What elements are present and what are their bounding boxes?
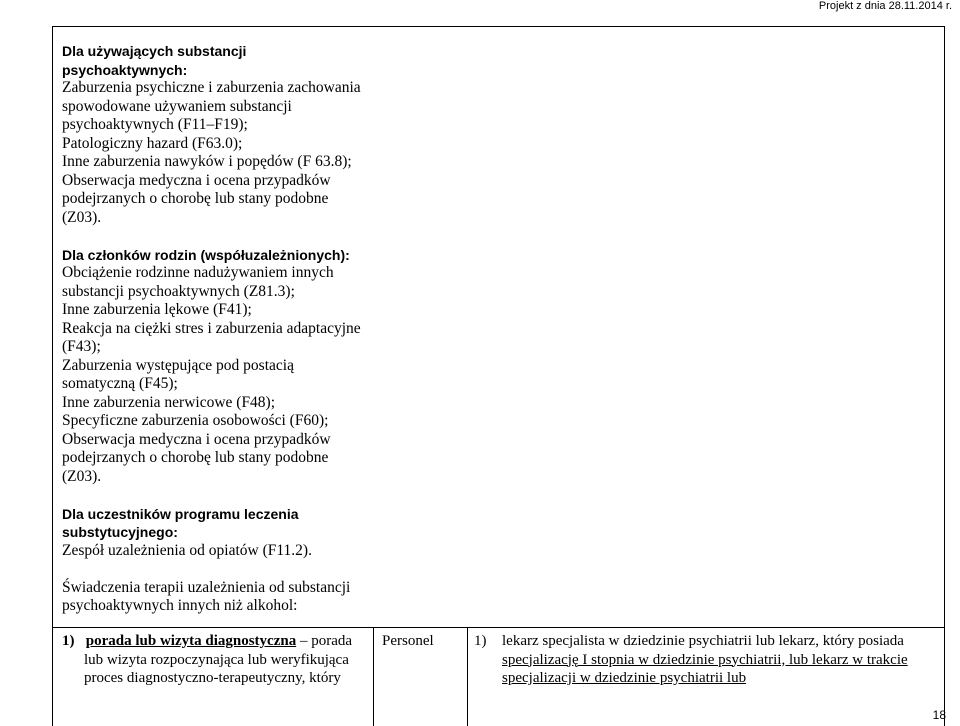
text-line: Obserwacja medyczna i ocena przypadków	[62, 430, 331, 448]
cell-line: lekarz specjalista w dziedzinie psychiatrii lub lekarz, który posiada	[502, 633, 904, 649]
table-cell-requirements	[474, 632, 944, 688]
text-line: Świadczenia terapii uzależnienia od substancji	[62, 578, 351, 596]
text-line: substancji psychoaktywnych (Z81.3);	[62, 282, 295, 300]
text-line: Obserwacja medyczna i ocena przypadków	[62, 171, 331, 189]
text-line: psychoaktywnych (F11–F19);	[62, 116, 248, 133]
left-column	[62, 42, 380, 616]
text-line: Inne zaburzenia lękowe (F41);	[62, 301, 252, 318]
text-line: psychoaktywnych innych niż alkohol:	[62, 597, 298, 614]
text-line: Specyficzne zaburzenia osobowości (F60);	[62, 412, 329, 429]
text-line: somatyczną (F45);	[62, 375, 178, 392]
cell-line: specjalizację I stopnia w dziedzinie psychiatrii, lub lekarz w trakcie	[502, 651, 908, 668]
item-number: 1)	[62, 633, 75, 649]
text-line: Zespół uzależnienia od opiatów (F11.2).	[62, 541, 312, 559]
table-border-left	[52, 26, 53, 726]
table-row-divider	[52, 627, 945, 628]
cell-first-line	[62, 632, 368, 651]
section-title: Dla uczestników programu leczenia	[62, 505, 299, 522]
text-line: Obciążenie rodzinne nadużywaniem innych	[62, 264, 334, 281]
section-substitution	[62, 505, 380, 561]
table-cell-personnel	[382, 632, 462, 651]
cell-first-line	[474, 632, 944, 651]
text-line: Inne zaburzenia nerwicowe (F48);	[62, 393, 276, 411]
section-family	[62, 246, 380, 487]
text-line: spowodowane używaniem substancji	[62, 97, 292, 115]
section-services	[62, 579, 380, 616]
table-col-divider-2	[467, 627, 468, 726]
cell-line: lub wizyta rozpoczynająca lub weryfikująca	[84, 651, 349, 668]
cell-line: specjalizacji w dziedzinie psychiatrii lub	[502, 670, 747, 686]
cell-line: proces diagnostyczno-terapeutyczny, który	[84, 670, 341, 686]
personnel-label: Personel	[382, 633, 434, 649]
table-border-top	[52, 26, 945, 27]
text-line: (F43);	[62, 338, 101, 355]
text-line: Zaburzenia psychiczne i zaburzenia zachowania	[62, 79, 361, 96]
text-line: (Z03).	[62, 208, 102, 226]
text-line: podejrzanych o chorobę lub stany podobne	[62, 190, 329, 207]
text-line: podejrzanych o chorobę lub stany podobne	[62, 449, 329, 466]
table-col-divider-1	[373, 627, 374, 726]
table-border-right	[944, 26, 945, 726]
section-title: psychoaktywnych:	[62, 61, 188, 78]
text-line: (Z03).	[62, 467, 102, 485]
text-line: Patologiczny hazard (F63.0);	[62, 134, 243, 152]
section-title: substytucyjnego:	[62, 524, 178, 540]
service-desc-start: – porada	[296, 633, 353, 649]
service-name: porada lub wizyta diagnostyczna	[85, 633, 297, 649]
section-users	[62, 42, 380, 227]
text-line: Inne zaburzenia nawyków i popędów (F 63.8);	[62, 153, 352, 170]
text-line: Zaburzenia występujące pod postacią	[62, 356, 294, 374]
page-number: 18	[932, 708, 946, 722]
section-title: Dla członków rodzin (współuzależnionych):	[62, 246, 350, 263]
text-line: Reakcja na ciężki stres i zaburzenia adaptacyjne	[62, 319, 361, 337]
item-number: 1)	[474, 633, 487, 649]
header-note: Projekt z dnia 28.11.2014 r.	[818, 0, 952, 12]
table-cell-service	[62, 632, 368, 688]
section-title: Dla używających substancji	[62, 43, 247, 59]
